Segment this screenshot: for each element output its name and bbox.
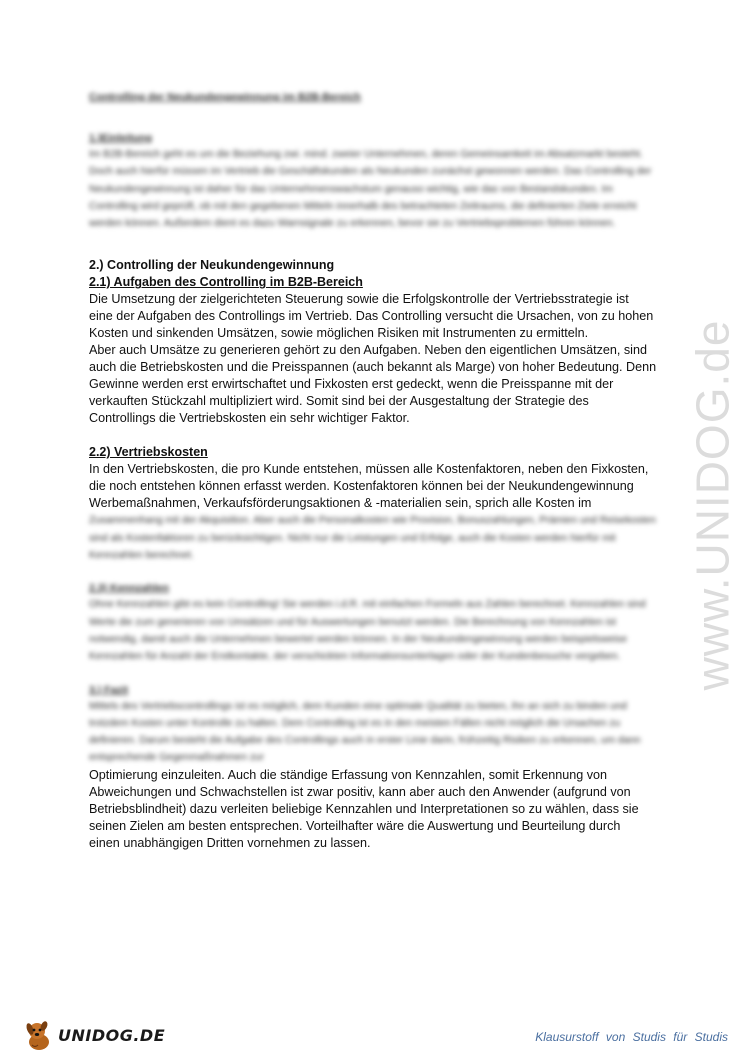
text-line: Controllings die Vertriebskosten ein sehr wichtiger Faktor. [89, 411, 410, 426]
text-line: Werbemaßnahmen, Verkaufsförderungsaktionen & -materialien sein, sprich alle Kosten im [89, 496, 592, 511]
text-line: seinen Zielen am besten entsprechen. Vorteilhafter wäre die Auswertung und Beurteilung durch [89, 818, 621, 833]
text-line: Kosten und sinkenden Umsätzen, sowie möglichen Risiken mit Instrumenten zu ermitteln. [89, 326, 589, 341]
unidog-logo[interactable] [22, 1018, 165, 1052]
watermark-text: www.UNIDOG.de [686, 319, 739, 691]
section-heading-einleitung: 1.)Einleitung [89, 132, 152, 144]
section-heading-aufgaben: 2.1) Aufgaben des Controlling im B2B-Bereich [89, 275, 363, 290]
section-heading-controlling: 2.) Controlling der Neukundengewinnung [89, 258, 335, 273]
text-line: In den Vertriebskosten, die pro Kunde entstehen, müssen alle Kostenfaktoren, neben den Fixkosten, [89, 462, 649, 477]
text-line: Optimierung einzuleiten. Auch die ständige Erfassung von Kennzahlen, somit Erkennung von [89, 767, 608, 782]
section-text-einleitung: Im B2B-Bereich geht es um die Beziehung zwi. mind. zweier Unternehmen, deren Gemeinsamkeit im Absatzmarkt besteht. Doch auch hierfür müssen im Vertrieb die Geschäftskunden als Neukunden zunächst gewonnen werden. Das Controlling der Neukundengewinnung ist daher für das Unternehmenswachstum genauso wichtig, wie das von Bestandskunden. Im Controlling wird geprüft, ob mit den gegebenen Mitteln innerhalb des betrachteten Zeitraums, die definierten Ziele erreicht werden können. Außerdem dient es dazu Warnsignale zu erkennen, bevor sie zu Vertriebsproblemen führen können. [89, 149, 652, 230]
text-line: Aber auch Umsätze zu generieren gehört zu den Aufgaben. Neben den eigentlichen Umsätzen, sind [89, 343, 647, 358]
section-text-kennzahlen: Ohne Kennzahlen gibt es kein Controlling! Sie werden i.d.R. mit einfachen Formeln aus Zahlen berechnet. Kennzahlen sind Werte die zum generieren von Umsätzen und für Auswertungen benutzt werden. Die Berechnung von Kennzahlen ist notwendig, damit auch die Unternehmen bewertet werden können. In der Neukundengewinnung werden beispielsweise Kennzahlen für Anzahl der Erstkontakte, der verschickten Informationsunterlagen oder der Kundenbesuche vergeben. [89, 599, 646, 663]
footer-note: Klausurstoff von Studis für Studis [535, 1030, 728, 1044]
text-line: Die Umsetzung der zielgerichteten Steuerung sowie die Erfolgskontrolle der Vertriebsstrategie ist [89, 292, 629, 307]
text-line: Betriebsblindheit) dazu verleiten beliebige Kennzahlen und Interpretationen so zu wählen, dass sie [89, 801, 639, 816]
section-heading-kennzahlen: 2.3) Kennzahlen [89, 582, 169, 595]
watermark [666, 270, 750, 740]
dog-mascot-icon [22, 1018, 56, 1052]
section-heading-vertriebskosten: 2.2) Vertriebskosten [89, 445, 208, 460]
text-line: Gewinne werden erst erwirtschaftet und Fixkosten erst gedeckt, wenn die Preisspanne mit der [89, 377, 614, 392]
text-line: Abweichungen und Schwachstellen ist zwar positiv, kann aber auch den Anwender (aufgrund von [89, 784, 631, 799]
text-line: einen unabhängigen Dritten vornehmen zu lassen. [89, 835, 371, 850]
document-title: Controlling der Neukundengewinnung im B2B-Bereich [89, 91, 361, 103]
section-heading-fazit: 3.) Fazit [89, 683, 129, 696]
logo-text: UNIDOG.DE [58, 1025, 166, 1045]
text-line: eine der Aufgaben des Controllings im Vertrieb. Das Controlling versucht die Ursachen, von zu hohen [89, 309, 654, 324]
blurred-text: Mittels des Vertriebscontrollings ist es möglich, dem Kunden eine optimale Qualität zu bieten, ihn an sich zu binden und trotzdem Kosten unter Kontrolle zu halten. Dem Controlling ist es in den meisten Fällen nicht möglich die Ursachen zu definieren. Darum besteht die Aufgabe des Controllings auch in erster Linie darin, frühzeitig Risiken zu erkennen, um dann entsprechende Gegenmaßnahmen zur [89, 700, 641, 764]
text-line: auch die Betriebskosten und die Preisspannen (auch bekannt als Marge) von hoher Bedeutung. Denn [89, 360, 657, 375]
text-line: verkauften Stückzahl multipliziert wird. Somit sind bei der Ausgestaltung der Strategie des [89, 394, 589, 409]
text-line: die noch entstehen können erfasst werden. Kostenfaktoren können bei der Neukundengewinnung [89, 479, 634, 494]
document-content [89, 90, 661, 852]
blurred-text: Zusammenhang mit der Akquisition. Aber auch die Personalkosten wie Provision, Bonuszahlungen, Prämien und Reisekosten sind als Kostenfaktoren zu berücksichtigen. Nicht nur die Leistungen und Erfolge, auch die Kosten werden hierfür mit Kennzahlen berechnet. [89, 515, 656, 562]
